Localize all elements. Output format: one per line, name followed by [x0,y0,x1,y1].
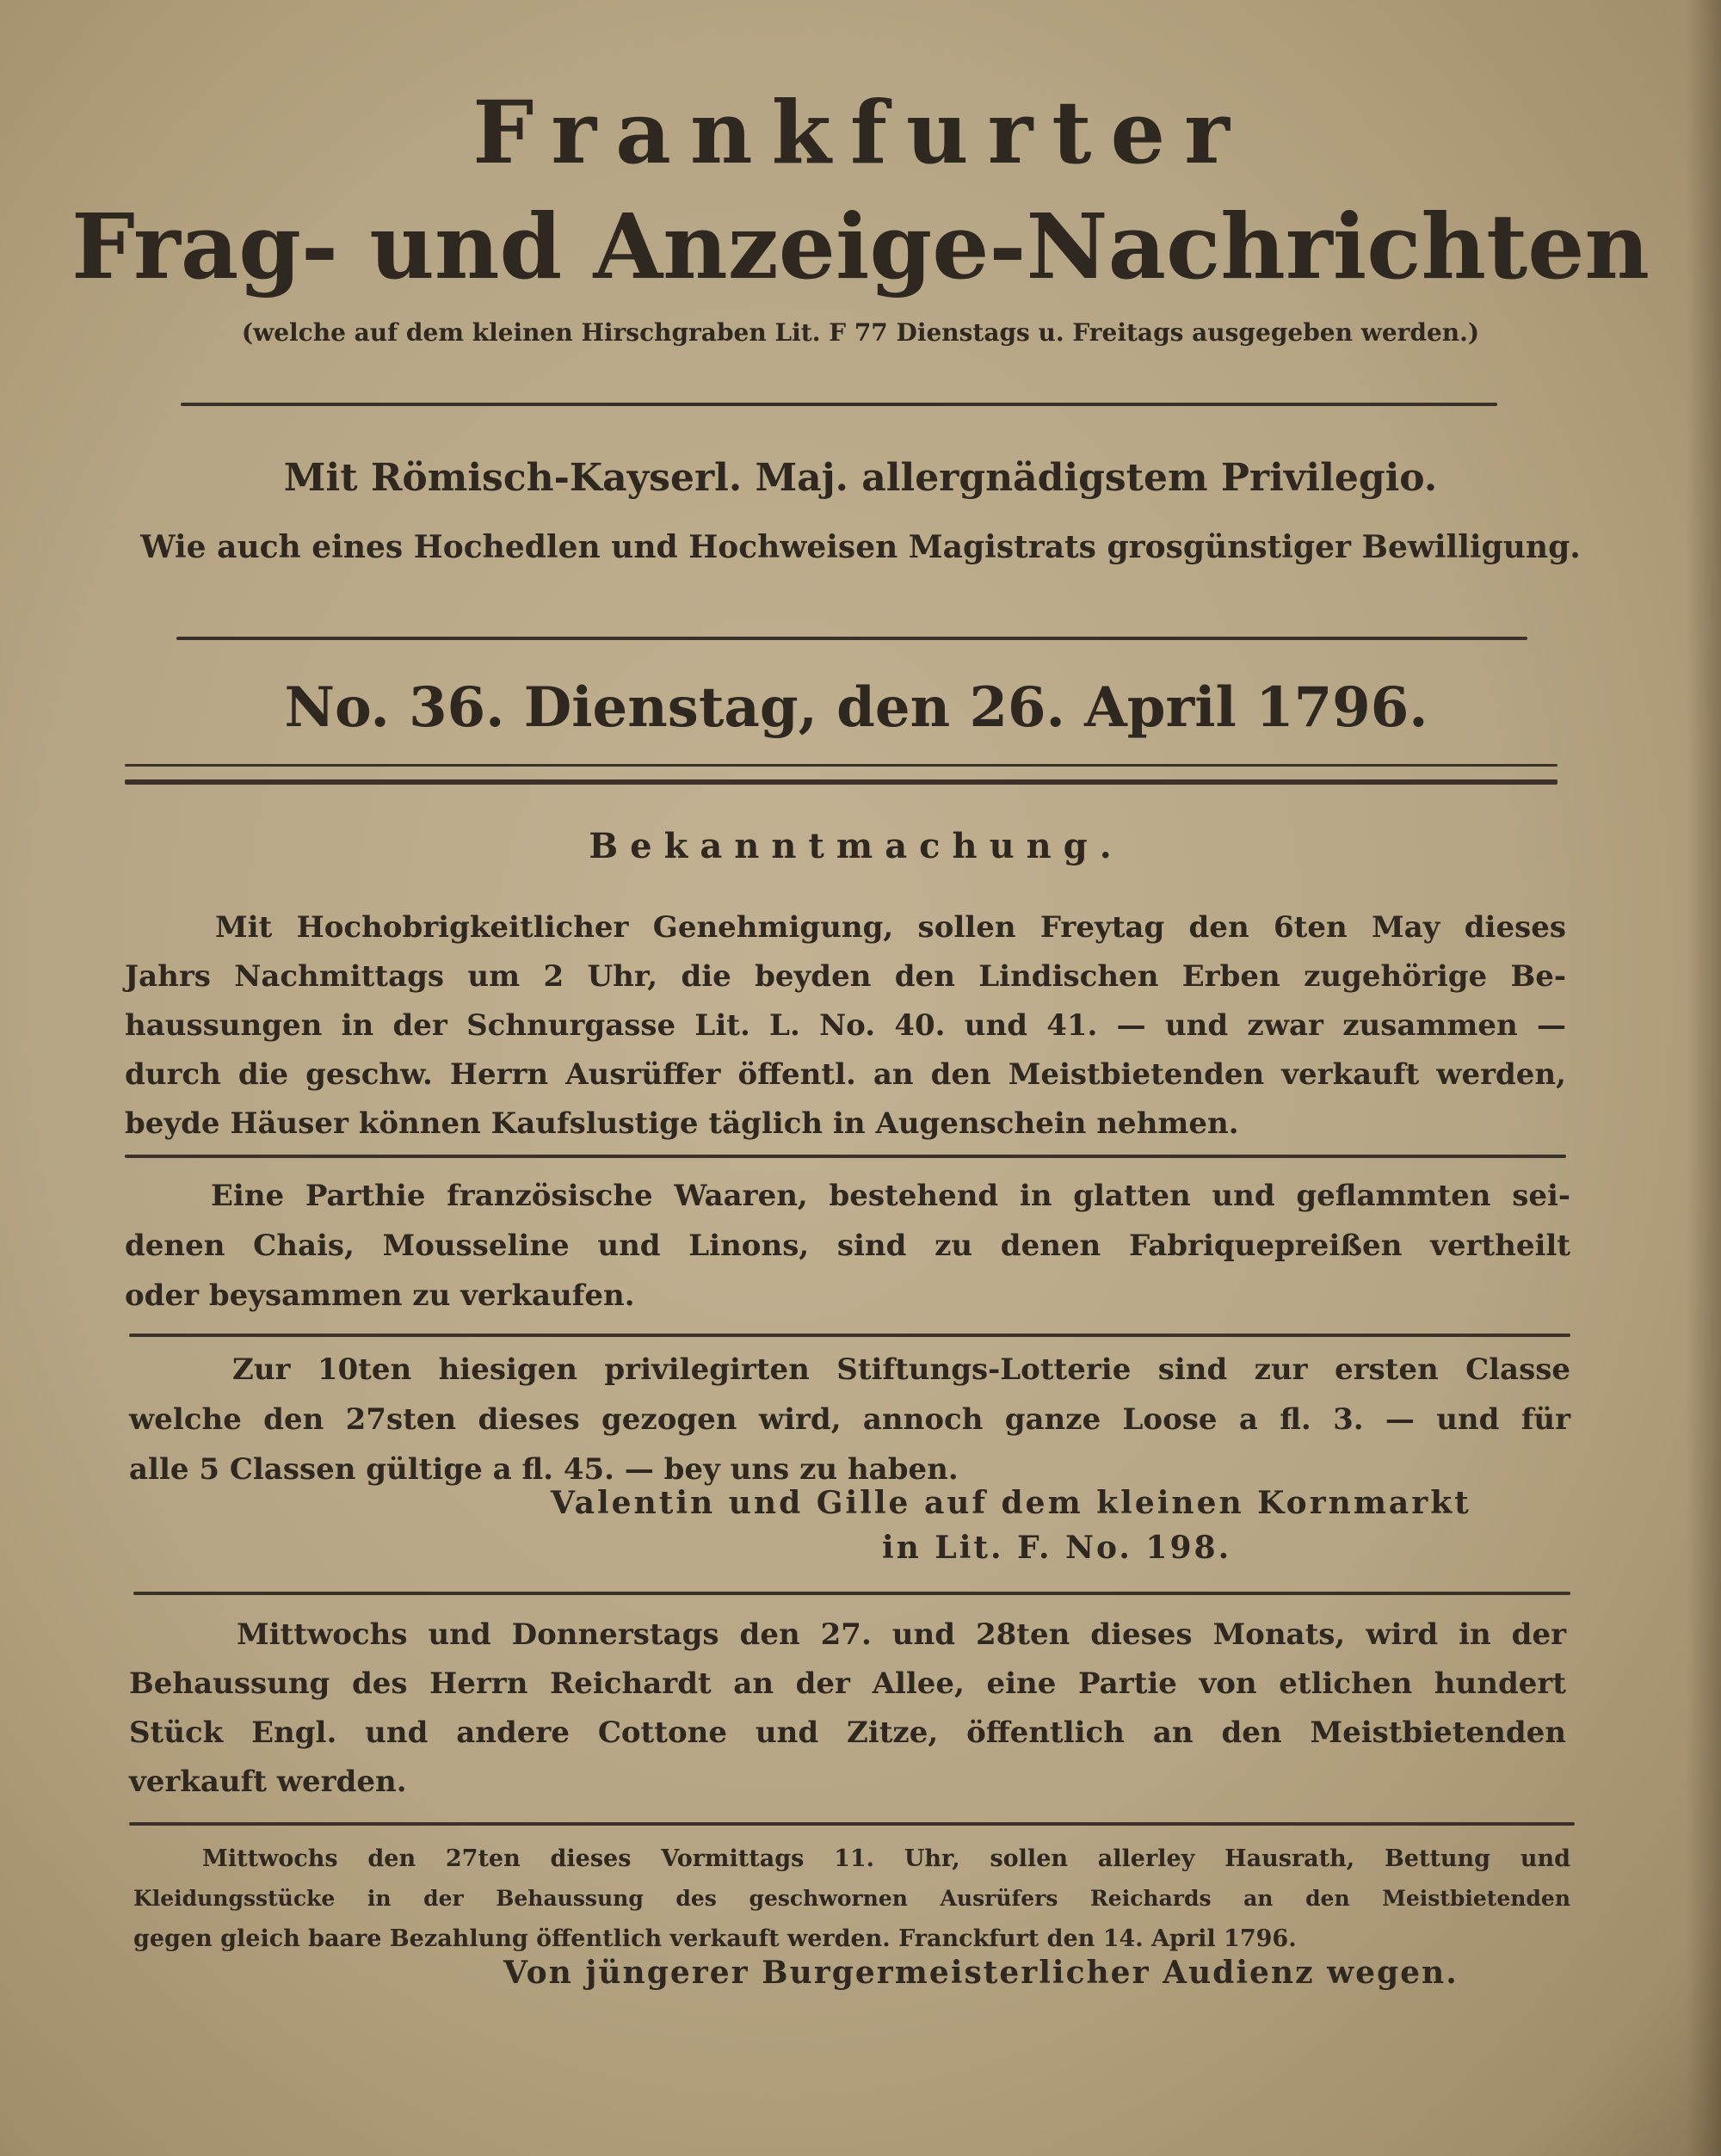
text-line: oder beysammen zu verkaufen. [125,1278,635,1313]
rule [125,779,1558,785]
signature-line: Valentin und Gille auf dem kleinen Kornmarkt [551,1485,1471,1521]
signature-line: in Lit. F. No. 198. [882,1530,1232,1566]
text-line: Jahrs Nachmittags um 2 Uhr, die beyden den Lindischen Erben zugehörige Be- [125,959,1566,994]
rule [176,637,1527,640]
text-line: Mit Hochobrigkeitlicher Genehmigung, sollen Freytag den 6ten May dieses [215,910,1566,945]
rule [129,1822,1575,1826]
text-line: Zur 10ten hiesigen privilegirten Stiftungs-Lotterie sind zur ersten Classe [232,1352,1570,1387]
issue-line: No. 36. Dienstag, den 26. April 1796. [284,675,1428,740]
privilege-line1: Mit Römisch-Kayserl. Maj. allergnädigstem Privilegio. [283,456,1438,500]
text-line: Eine Parthie französische Waaren, bestehend in glatten und geflammten sei- [211,1179,1570,1213]
text-line: Mittwochs und Donnerstags den 27. und 28ten dieses Monats, wird in der [237,1617,1566,1652]
text-line: Behaussung des Herrn Reichardt an der Allee, eine Partie von etlichen hundert [129,1666,1566,1701]
rule [129,1334,1570,1337]
notice-heading: Bekanntmachung. [589,826,1124,866]
closing-line: Von jüngerer Burgermeisterlicher Audienz wegen. [503,1955,1459,1991]
rule [181,403,1497,406]
text-line: haussungen in der Schnurgasse Lit. L. No. 40. und 41. — und zwar zusammen — [125,1008,1566,1043]
text-line: verkauft werden. [129,1765,407,1799]
text-line: welche den 27sten dieses gezogen wird, annoch ganze Loose a fl. 3. — und für [129,1402,1570,1437]
text-line: alle 5 Classen gültige a fl. 45. — bey uns zu haben. [129,1452,959,1487]
text-line: denen Chais, Mousseline und Linons, sind zu denen Fabriquepreißen vertheilt [125,1229,1570,1263]
text-line: Stück Engl. und andere Cottone und Zitze, öffentlich an den Meistbietenden [129,1716,1566,1750]
rule [125,1155,1566,1158]
text-line: Mittwochs den 27ten dieses Vormittags 11. Uhr, sollen allerley Hausrath, Bettung und [202,1845,1570,1872]
masthead-subtitle: (welche auf dem kleinen Hirschgraben Lit. F 77 Dienstags u. Freitags ausgegeben werden.) [241,318,1480,347]
text-line: gegen gleich baare Bezahlung öffentlich verkauft werden. Franckfurt den 14. April 1796. [133,1925,1297,1952]
text-line: durch die geschw. Herrn Ausrüffer öffentl. an den Meistbietenden verkauft werden, [125,1057,1566,1092]
rule [125,764,1558,767]
text-line: beyde Häuser können Kaufslustige täglich in Augenschein nehmen. [125,1106,1239,1141]
masthead-title-line2: Frag- und Anzeige-Nachrichten [71,194,1650,299]
text-line: Kleidungsstücke in der Behaussung des geschwornen Ausrüfers Reichards an den Meistbietenden [133,1886,1570,1911]
rule [133,1592,1570,1595]
privilege-line2: Wie auch eines Hochedlen und Hochweisen Magistrats grosgünstiger Bewilligung. [140,529,1581,565]
masthead-title-line1: Frankfurter [472,82,1249,183]
